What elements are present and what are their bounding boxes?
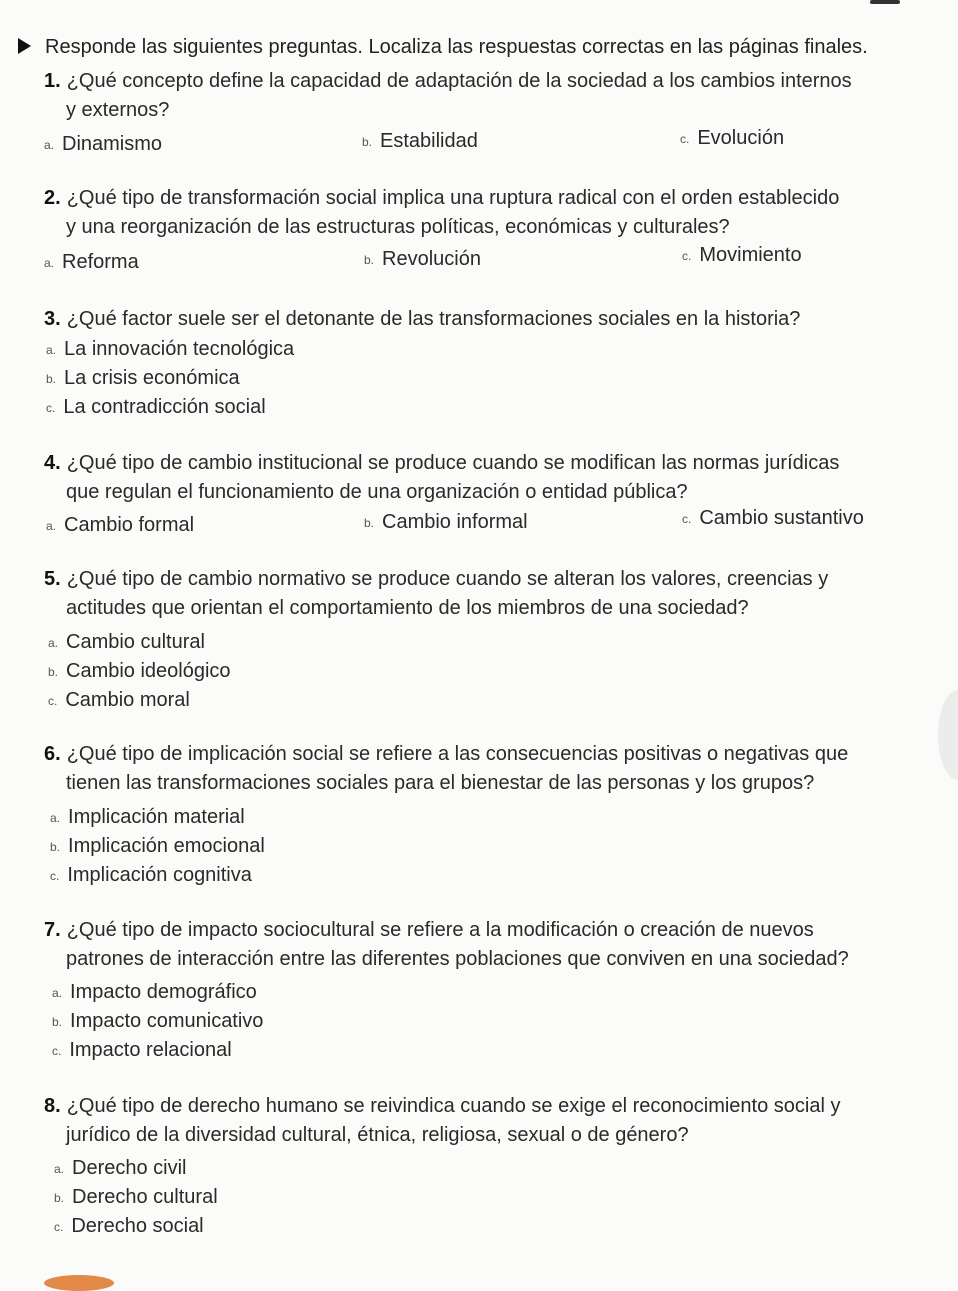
option-6b[interactable]: b. Implicación emocional [50, 835, 265, 857]
question-number: 3. [44, 308, 61, 330]
question-text: ¿Qué tipo de cambio institucional se produce cuando se modifican las normas jurídicas [66, 452, 840, 474]
question-text: ¿Qué factor suele ser el detonante de las transformaciones sociales en la historia? [66, 308, 801, 330]
question-7 [44, 916, 944, 974]
option-4b[interactable]: b. Cambio informal [364, 511, 528, 533]
question-text: ¿Qué tipo de derecho humano se reivindica cuando se exige el reconocimiento social y [66, 1095, 841, 1117]
question-text: ¿Qué concepto define la capacidad de adaptación de la sociedad a los cambios internos [66, 70, 852, 92]
question-3 [44, 305, 944, 334]
question-number: 7. [44, 919, 61, 941]
question-number: 4. [44, 452, 61, 474]
question-text-cont: y externos? [66, 99, 170, 121]
option-2a[interactable]: a. Reforma [44, 251, 139, 273]
option-7b[interactable]: b. Impacto comunicativo [52, 1010, 264, 1032]
option-8a[interactable]: a. Derecho civil [54, 1157, 187, 1179]
instruction [18, 36, 868, 59]
question-text-cont: patrones de interacción entre las diferentes poblaciones que conviven en una sociedad? [66, 948, 849, 970]
question-number: 6. [44, 743, 61, 765]
option-6a[interactable]: a. Implicación material [50, 806, 245, 828]
orange-tab-mark [44, 1275, 114, 1291]
option-2c[interactable]: c. Movimiento [682, 244, 802, 266]
question-2 [44, 184, 944, 242]
question-text-cont: y una reorganización de las estructuras políticas, económicas y culturales? [66, 216, 730, 238]
instruction-text: Responde las siguientes preguntas. Localiza las respuestas correctas en las páginas finales. [45, 36, 868, 58]
option-8c[interactable]: c. Derecho social [54, 1215, 204, 1237]
option-1c[interactable]: c. Evolución [680, 127, 785, 149]
question-text: ¿Qué tipo de impacto sociocultural se refiere a la modificación o creación de nuevos [66, 919, 814, 941]
option-3a[interactable]: a. La innovación tecnológica [46, 338, 295, 360]
question-number: 8. [44, 1095, 61, 1117]
option-5b[interactable]: b. Cambio ideológico [48, 660, 231, 682]
option-5a[interactable]: a. Cambio cultural [48, 631, 205, 653]
option-1b[interactable]: b. Estabilidad [362, 130, 478, 152]
option-6c[interactable]: c. Implicación cognitiva [50, 864, 252, 886]
question-text-cont: tienen las transformaciones sociales para el bienestar de las personas y los grupos? [66, 772, 815, 794]
option-5c[interactable]: c. Cambio moral [48, 689, 190, 711]
corner-mark [870, 0, 900, 4]
triangle-bullet-icon [18, 38, 31, 54]
question-4 [44, 449, 944, 507]
question-text: ¿Qué tipo de implicación social se refiere a las consecuencias positivas o negativas que [66, 743, 849, 765]
question-text-cont: actitudes que orientan el comportamiento de los miembros de una sociedad? [66, 597, 749, 619]
option-3b[interactable]: b. La crisis económica [46, 367, 240, 389]
question-text-cont: jurídico de la diversidad cultural, étnica, religiosa, sexual o de género? [66, 1124, 689, 1146]
option-4a[interactable]: a. Cambio formal [46, 514, 195, 536]
option-8b[interactable]: b. Derecho cultural [54, 1186, 218, 1208]
question-8 [44, 1092, 944, 1150]
question-text: ¿Qué tipo de transformación social implica una ruptura radical con el orden establecido [66, 187, 840, 209]
question-number: 2. [44, 187, 61, 209]
question-text: ¿Qué tipo de cambio normativo se produce cuando se alteran los valores, creencias y [66, 568, 829, 590]
question-text-cont: que regulan el funcionamiento de una organización o entidad pública? [66, 481, 688, 503]
question-number: 1. [44, 70, 61, 92]
option-2b[interactable]: b. Revolución [364, 248, 481, 270]
question-6 [44, 740, 944, 798]
option-7a[interactable]: a. Impacto demográfico [52, 981, 257, 1003]
option-4c[interactable]: c. Cambio sustantivo [682, 507, 864, 529]
question-1 [44, 67, 944, 125]
question-5 [44, 565, 944, 623]
option-7c[interactable]: c. Impacto relacional [52, 1039, 232, 1061]
option-3c[interactable]: c. La contradicción social [46, 396, 266, 418]
option-1a[interactable]: a. Dinamismo [44, 133, 163, 155]
question-number: 5. [44, 568, 61, 590]
